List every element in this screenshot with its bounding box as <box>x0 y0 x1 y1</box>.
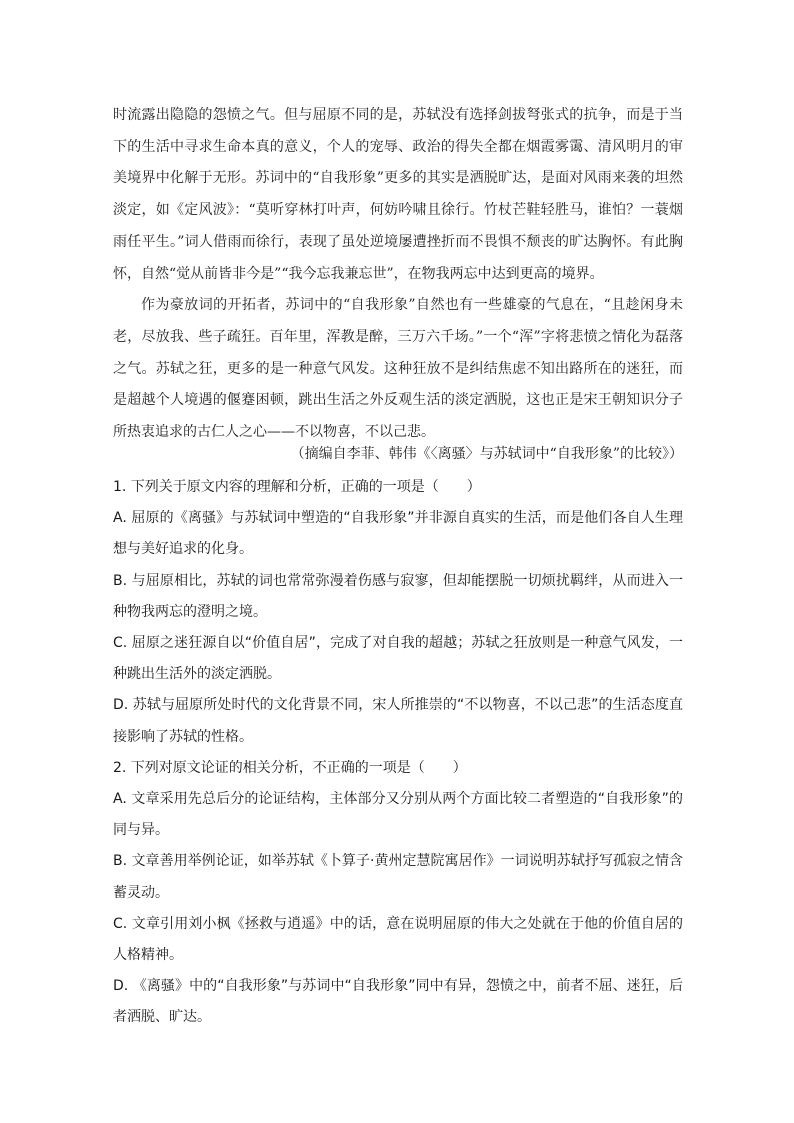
question-1-option-c: C. 屈原之迷狂源自以“价值自居”，完成了对自我的超越；苏轼之狂放则是一种意气风发，一种跳出生活外的淡定洒脱。 <box>113 635 683 683</box>
question-section <box>113 472 683 1034</box>
question-1-option-b: B. 与屈原相比，苏轼的词也常常弥漫着伤感与寂寥，但却能摆脱一切烦扰羁绊，从而进入一种物我两忘的澄明之境。 <box>113 572 683 620</box>
reading-passage <box>113 100 683 449</box>
question-2-option-a: A. 文章采用先总后分的论证结构，主体部分又分别从两个方面比较二者塑造的“自我形象”的同与异。 <box>113 791 683 839</box>
question-2-stem: 2. 下列对原文论证的相关分析，不正确的一项是（ ） <box>113 759 467 776</box>
passage-paragraph-2: 作为豪放词的开拓者，苏词中的“自我形象”自然也有一些雄豪的气息在，“且趁闲身未老，尽放我、些子疏狂。百年里，浑教是醉，三万六千场。”一个“浑”字将悲愤之情化为磊落之气。苏轼之狂，更多的是一种意气风发。这种狂放不是纠结焦虑不知出路所在的迷狂，而是超越个人境遇的偃蹇困顿，跳出生活之外反观生活的淡定洒脱，这也正是宋王朝知识分子所热衷追求的古仁人之心——不以物喜，不以己悲。 <box>113 297 683 441</box>
question-1-option-d: D. 苏轼与屈原所处时代的文化背景不同，宋人所推崇的“不以物喜，不以己悲”的生活态度直接影响了苏轼的性格。 <box>113 697 683 745</box>
passage-paragraph-1: 时流露出隐隐的怨愤之气。但与屈原不同的是，苏轼没有选择剑拔弩张式的抗争，而是于当下的生活中寻求生命本真的意义，个人的宠辱、政治的得失全都在烟霞雾霭、清风明月的审美境界中化解于无形。苏词中的“自我形象”更多的其实是洒脱旷达，是面对风雨来袭的坦然淡定，如《定风波》：“莫听穿林打叶声，何妨吟啸且徐行。竹杖芒鞋轻胜马，谁怕？一蓑烟雨任平生。”词人借雨而徐行，表现了虽处逆境屡遭挫折而不畏惧不颓丧的旷达胸怀。有此胸怀，自然“觉从前皆非今是”“我今忘我兼忘世”，在物我两忘中达到更高的境界。 <box>113 107 683 282</box>
question-1-option-a: A. 屈原的《离骚》与苏轼词中塑造的“自我形象”并非源自真实的生活，而是他们各自人生理想与美好追求的化身。 <box>113 510 683 558</box>
question-2-option-b: B. 文章善用举例论证，如举苏轼《卜算子·黄州定慧院寓居作》一词说明苏轼抒写孤寂之情含蓄灵动。 <box>113 853 683 901</box>
question-1-stem: 1. 下列关于原文内容的理解和分析，正确的一项是（ ） <box>113 479 481 495</box>
question-2-option-c: C. 文章引用刘小枫《拯救与逍遥》中的话，意在说明屈原的伟大之处就在于他的价值自居的人格精神。 <box>113 915 683 964</box>
passage-source-citation: （摘编自李菲、韩伟《〈离骚〉与苏轼词中“自我形象”的比较》） <box>290 446 683 462</box>
question-2-option-d: D. 《离骚》中的“自我形象”与苏词中“自我形象”同中有异，怨愤之中，前者不屈、迷狂，后者洒脱、旷达。 <box>113 978 683 1026</box>
